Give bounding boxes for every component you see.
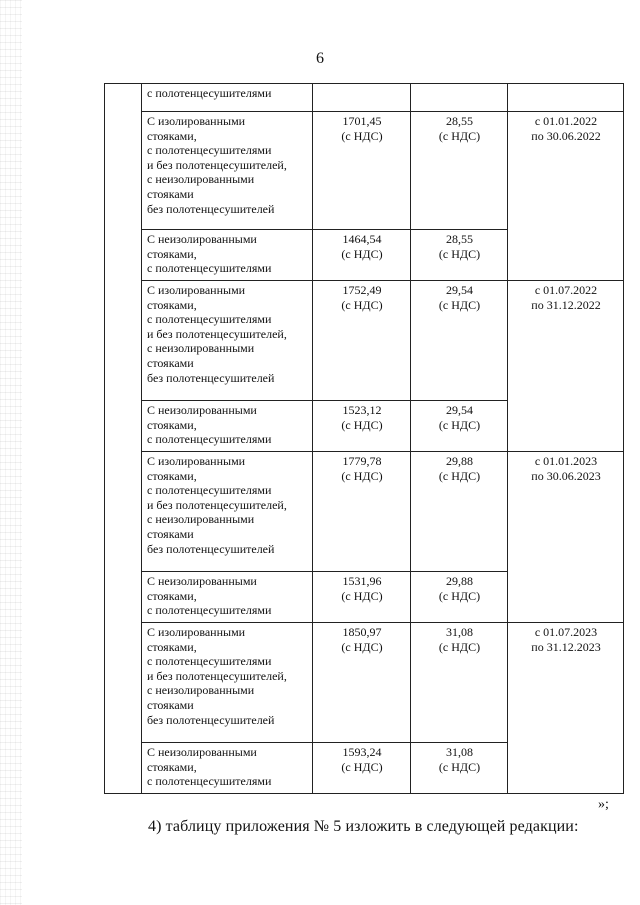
description-line: стояками, — [147, 246, 197, 261]
description-line: С неизолированными — [147, 574, 257, 588]
price-line: (с НДС) — [341, 759, 383, 774]
description-cell — [142, 401, 313, 452]
price-line: 1752,49 — [342, 283, 382, 297]
period-line: по 30.06.2022 — [531, 128, 601, 143]
rate-cell — [411, 572, 508, 623]
price-line: (с НДС) — [341, 417, 383, 432]
rate-line: 29,54 — [446, 283, 473, 297]
description-line: с неизолированными — [147, 172, 255, 187]
period-cell — [508, 281, 624, 452]
rate-line: (с НДС) — [438, 759, 481, 774]
price-line: (с НДС) — [341, 128, 383, 143]
rate-cell — [411, 623, 508, 743]
period-line: с 01.07.2022 — [534, 283, 598, 297]
price-cell — [313, 743, 411, 794]
description-line: с неизолированными — [147, 512, 255, 527]
rate-line: (с НДС) — [438, 417, 481, 432]
description-cell — [142, 743, 313, 794]
period-line: с 01.01.2022 — [534, 114, 598, 128]
price-cell — [313, 281, 411, 401]
closing-quote: »; — [598, 797, 609, 812]
description-line: стояками — [147, 526, 194, 541]
period-cell — [508, 452, 624, 623]
price-cell — [313, 230, 411, 281]
period-line: с 01.07.2023 — [534, 625, 598, 639]
rate-line: 29,54 — [446, 403, 473, 417]
period-line: по 31.12.2022 — [531, 297, 601, 312]
description-line: и без полотенцесушителей, — [147, 157, 287, 172]
rate-cell — [411, 281, 508, 401]
description-cell — [142, 452, 313, 572]
price-cell — [313, 623, 411, 743]
rate-line: 31,08 — [446, 745, 473, 759]
period-line: с 01.01.2023 — [534, 454, 598, 468]
table-row — [105, 623, 624, 743]
price-line: 1779,78 — [342, 454, 382, 468]
description-line: стояками — [147, 186, 194, 201]
description-line: С изолированными — [147, 625, 246, 639]
table-row-continuation — [105, 84, 624, 112]
description-line: с неизолированными — [147, 683, 255, 698]
scan-edge-artifact — [0, 0, 22, 905]
rate-cell — [411, 230, 508, 281]
description-line: стояками — [147, 697, 194, 712]
description-line: с полотенцесушителями — [147, 86, 272, 100]
price-line: (с НДС) — [341, 588, 383, 603]
rate-line: (с НДС) — [438, 246, 481, 261]
description-line: с полотенцесушителями — [147, 432, 272, 447]
description-line: стояками, — [147, 128, 197, 143]
description-line: и без полотенцесушителей, — [147, 668, 287, 683]
rate-cell — [411, 452, 508, 572]
description-line: стояками, — [147, 588, 197, 603]
description-line: с полотенцесушителями — [147, 143, 272, 158]
description-cell — [142, 230, 313, 281]
period-cell — [508, 623, 624, 794]
rate-line: 29,88 — [446, 454, 473, 468]
price-line: 1850,97 — [342, 625, 382, 639]
price-line: 1593,24 — [342, 745, 382, 759]
rate-line: 28,55 — [446, 114, 473, 128]
rate-line: (с НДС) — [438, 297, 481, 312]
description-line: стояками, — [147, 297, 197, 312]
description-line: стояками, — [147, 468, 197, 483]
description-line: и без полотенцесушителей, — [147, 497, 287, 512]
description-line: с полотенцесушителями — [147, 483, 272, 498]
table-row — [105, 281, 624, 401]
description-line: стояками — [147, 355, 194, 370]
description-line: С неизолированными — [147, 403, 257, 417]
price-line: 1701,45 — [342, 114, 382, 128]
description-line: без полотенцесушителей — [147, 370, 275, 385]
description-cell — [142, 84, 313, 112]
period-line: по 31.12.2023 — [531, 639, 601, 654]
description-line: С неизолированными — [147, 232, 257, 246]
description-line: без полотенцесушителей — [147, 712, 275, 727]
period-line: по 30.06.2023 — [531, 468, 601, 483]
rate-cell — [411, 743, 508, 794]
description-line: стояками, — [147, 759, 197, 774]
amendment-paragraph: 4) таблицу приложения № 5 изложить в следующей редакции: — [148, 818, 579, 835]
price-cell — [313, 112, 411, 230]
price-line: (с НДС) — [341, 246, 383, 261]
tariff-table — [104, 83, 624, 794]
description-cell — [142, 623, 313, 743]
price-line: (с НДС) — [341, 468, 383, 483]
description-line: без полотенцесушителей — [147, 201, 275, 216]
description-line: с полотенцесушителями — [147, 774, 272, 789]
description-cell — [142, 112, 313, 230]
rate-line: (с НДС) — [438, 468, 481, 483]
description-line: С неизолированными — [147, 745, 257, 759]
tariff-table-container — [104, 83, 623, 794]
period-cell — [508, 112, 624, 281]
page-number: 6 — [316, 50, 324, 67]
description-line: с неизолированными — [147, 341, 255, 356]
description-line: с полотенцесушителями — [147, 261, 272, 276]
description-line: без полотенцесушителей — [147, 541, 275, 556]
description-line: стояками, — [147, 639, 197, 654]
description-line: стояками, — [147, 417, 197, 432]
rate-cell — [411, 401, 508, 452]
price-line: (с НДС) — [341, 639, 383, 654]
price-line: 1523,12 — [342, 403, 382, 417]
price-line: 1531,96 — [342, 574, 382, 588]
description-line: и без полотенцесушителей, — [147, 326, 287, 341]
rate-line: 29,88 — [446, 574, 473, 588]
value-cell-empty — [313, 84, 411, 112]
rate-line: (с НДС) — [438, 588, 481, 603]
description-cell — [142, 572, 313, 623]
price-cell — [313, 572, 411, 623]
rate-line: (с НДС) — [438, 639, 481, 654]
value-cell-empty — [411, 84, 508, 112]
period-cell-empty — [508, 84, 624, 112]
description-line: С изолированными — [147, 283, 246, 297]
rate-cell — [411, 112, 508, 230]
description-line: С изолированными — [147, 454, 246, 468]
description-cell — [142, 281, 313, 401]
table-row — [105, 452, 624, 572]
description-line: с полотенцесушителями — [147, 312, 272, 327]
price-cell — [313, 452, 411, 572]
description-line: С изолированными — [147, 114, 246, 128]
price-line: 1464,54 — [342, 232, 382, 246]
table-row — [105, 112, 624, 230]
price-cell — [313, 401, 411, 452]
price-line: (с НДС) — [341, 297, 383, 312]
rate-line: (с НДС) — [438, 128, 481, 143]
rate-line: 31,08 — [446, 625, 473, 639]
description-line: с полотенцесушителями — [147, 603, 272, 618]
rate-line: 28,55 — [446, 232, 473, 246]
description-line: с полотенцесушителями — [147, 654, 272, 669]
blank-first-column — [105, 84, 142, 794]
